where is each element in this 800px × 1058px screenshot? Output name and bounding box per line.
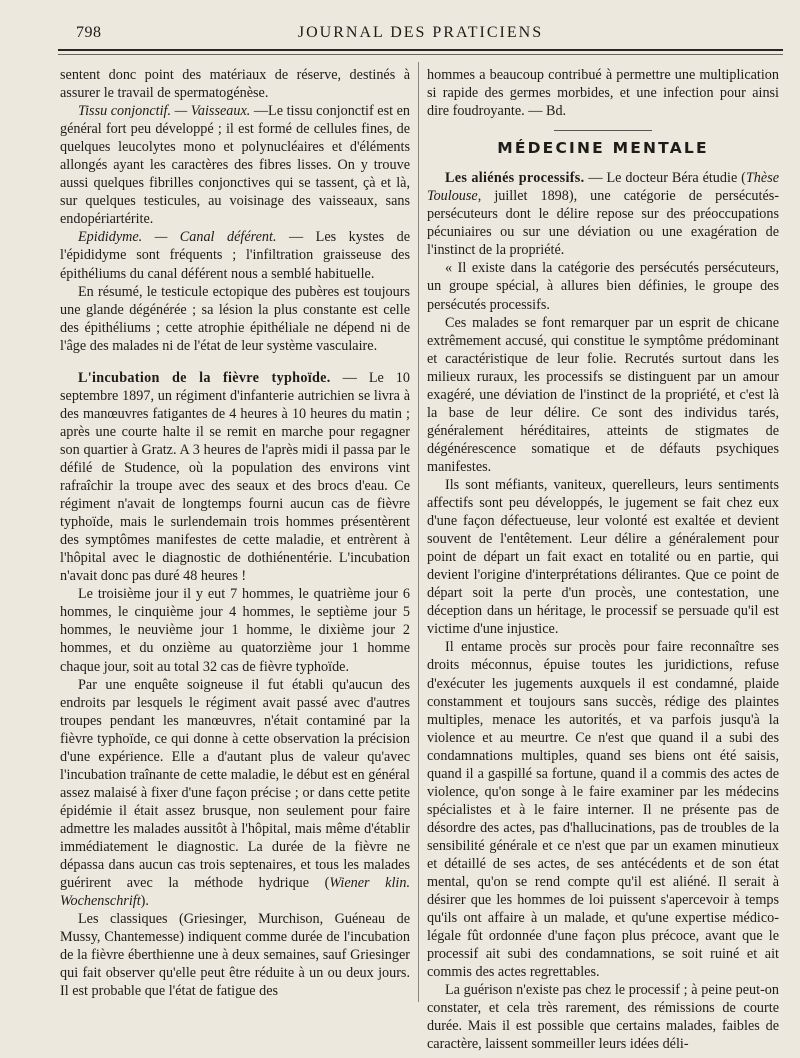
paragraph: Par une enquête soigneuse il fut établi qu'aucun des endroits par lesquels le régiment avait passé avec d'autres troupes pendant les manœuvres, n'était contaminé par la fièvre typhoïde, ce qui donne à cette observation la précision d'une expérience. Elle a d'autant plus de valeur qu'avec l'incubation traînante de cette maladie, le début est en général assez malaisé à fixer d'une façon précise ; or dans cette petite épidémie il était assez brusque, non seulement pour faire admettre les malades aussitôt à l'hôpital, mais même d'établir immédiatement le diagnostic. La durée de la fièvre ne dépassa dans aucun cas trois septenaires, et tous les malades guérirent avec la méthode hydrique (Wiener klin. Wochenschrift).: [60, 676, 410, 910]
paragraph: Tissu conjonctif. — Vaisseaux. —Le tissu conjonctif est en général fort peu développé ; il est formé de cellules fines, de quelques leucolytes mono et polynucléaires et d'éléments allongés ayant les caractères des fibres lisses. On y trouve aussi quelques fibrilles conjonctives qui se tassent, çà et là, sur quelques testicules, au voisinage des vaisseaux, sans endopériartérite.: [60, 103, 410, 228]
page-number: 798: [76, 24, 102, 41]
paragraph: En résumé, le testicule ectopique des pubères est toujours une glande dégénérée ; sa lésion la plus constante est celle des épithéliums ; cette atrophie épithéliale ne dépend ni de l'âge des malades ni de l'état de leur système vasculaire.: [60, 283, 410, 354]
header-rule-thin: [58, 54, 783, 55]
paragraph: Il entame procès sur procès pour faire reconnaître ses droits méconnus, épuise toutes les juridictions, refuse d'exécuter les jugements auxquels il est condamné, plaide constamment et toujours sans succès, rédige des plaintes multiples, menace les autorités, et va parfois jusqu'à la violence et au meurtre. Ce n'est que quand il a subi des condamnations multiples, quand ses biens ont été saisis, quand il a gaspillé sa fortune, quand il a commis des actes de violence, qu'on songe à le faire examiner par les médecins spécialistes et à le faire interner. Il ne présente pas de désordre des actes, pas d'hallucinations, pas de troubles de la sensibilité générale et ce n'est que par un examen minutieux et détaillé de ses actes, de ses antécédents et de son état mental, qu'on se rend compte qu'il est aliéné. Il serait à désirer que les hommes de loi puissent s'apercevoir à temps qu'ils ont affaire à un malade, et qu'une expertise médico-légale fût ordonnée d'une façon plus précoce, avant que le processif ait subi des condamnations, se soit ruiné et ait commis des actes regrettables.: [427, 639, 779, 981]
subheading: Epididyme. — Canal déférent.: [78, 229, 277, 246]
paragraph: « Il existe dans la catégorie des persécutés persécuteurs, un groupe spécial, à allures bien définies, le groupe des persécutés processifs.: [427, 260, 779, 313]
paragraph: La guérison n'existe pas chez le processif ; à peine peut-on constater, et cela très rarement, des rémissions de courte durée. Mais il est possible que certains malades, faibles de caractère, laissent sommeiller leurs idées déli-: [427, 982, 779, 1053]
page-header: [58, 18, 783, 48]
running-title: JOURNAL DES PRATICIENS: [297, 24, 544, 41]
subheading: Tissu conjonctif. — Vaisseaux.: [78, 103, 251, 120]
paragraph: Epididyme. — Canal déférent. — Les kystes de l'épididyme sont fréquents ; l'infiltration graisseuse des épithéliums du canal déférent nous a semblé habituelle.: [60, 229, 410, 282]
paragraph: Ces malades se font remarquer par un esprit de chicane extrêmement accusé, qui constitue le symptôme prédominant et caractéristique de leur folie. Recrutés surtout dans les milieux ruraux, les processifs se distinguent par un amour exagéré, une déviation de l'instinct de la propriété, et c'est là la base de leur délire. Ce sont des individus tarés, généralement héréditaires, atteints de stigmates de dégénérescence somatique et de défauts psychiques manifestes.: [427, 314, 779, 475]
section-separator: [554, 130, 652, 131]
citation: Wiener klin. Wochenschrift: [60, 875, 410, 910]
right-column: [427, 66, 779, 1053]
header-rule: [58, 49, 783, 51]
citation: Thèse Toulouse: [427, 170, 780, 205]
left-column: [60, 66, 410, 1000]
paragraph: Ils sont méfiants, vaniteux, querelleurs, leurs sentiments affectifs sont peu développés, le jugement se fait chez eux d'une façon défectueuse, leur volonté est exaltée et devient souvent de l'entêtement. Leur délire a généralement pour point de départ un fait exact en totalité ou en partie, qui devient l'origine d'interprétations délirantes. Que ce point de départ soit la perte d'un procès, une contestation, une déception dans un héritage, le processif se persuade qu'il est victime d'une injustice.: [427, 476, 779, 638]
paragraph: Le troisième jour il y eut 7 hommes, le quatrième jour 6 hommes, le cinquième jour 4 hommes, le septième jour 5 hommes, le neuvième jour 1 homme, le dixième jour 2 hommes, et du onzième au quatorzième jour 1 homme chaque jour, soit au total 32 cas de fièvre typhoïde.: [60, 586, 410, 675]
article-typhoid: L'incubation de la fièvre typhoïde. — Le 10 septembre 1897, un régiment d'infanterie autrichien se livra à des manœuvres fatigantes de 4 heures à 10 heures du matin ; après une courte halte il se remit en marche pour regagner son quartier à Gratz. A 3 heures de l'après midi il passa par le défilé de Studence, où la population des environs vint rafraîchir la troupe avec des seaux et des brocs d'eau. Ce régiment n'avait de longtemps fourni aucun cas de fièvre typhoïde, mais le surlendemain trois hommes présentèrent des symptômes manifestes de cette maladie, et entrèrent à l'hôpital avec le diagnostic de dothiénentérie. L'incubation n'avait donc pas duré 48 heures !: [60, 369, 410, 585]
article-lead: Les aliénés processifs.: [445, 170, 585, 187]
paragraph: hommes a beaucoup contribué à permettre une multiplication si rapide des germes morbides, et une infection pour ainsi dire foudroyante. — Bd.: [427, 67, 779, 120]
paragraph: sentent donc point des matériaux de réserve, destinés à assurer le travail de spermatogénèse.: [60, 67, 410, 102]
article-processifs: Les aliénés processifs. — Le docteur Béra étudie (Thèse Toulouse, juillet 1898), une catégorie de persécutés-persécuteurs dont le délire repose sur des préoccupations pécuniaires ou sur une déviation ou une exagération de l'instinct de la propriété.: [427, 170, 780, 259]
paragraph: Les classiques (Griesinger, Murchison, Guéneau de Mussy, Chantemesse) indiquent comme durée de l'incubation de la fièvre éberthienne une à deux semaines, sauf Griesinger qui fait observer qu'elle peut être réduite à un ou deux jours. Il est probable que l'état de fatigue des: [60, 911, 410, 1000]
section-title: MÉDECINE MENTALE: [497, 139, 709, 158]
article-lead: L'incubation de la fièvre typhoïde.: [78, 369, 331, 386]
column-divider: [418, 62, 419, 1002]
